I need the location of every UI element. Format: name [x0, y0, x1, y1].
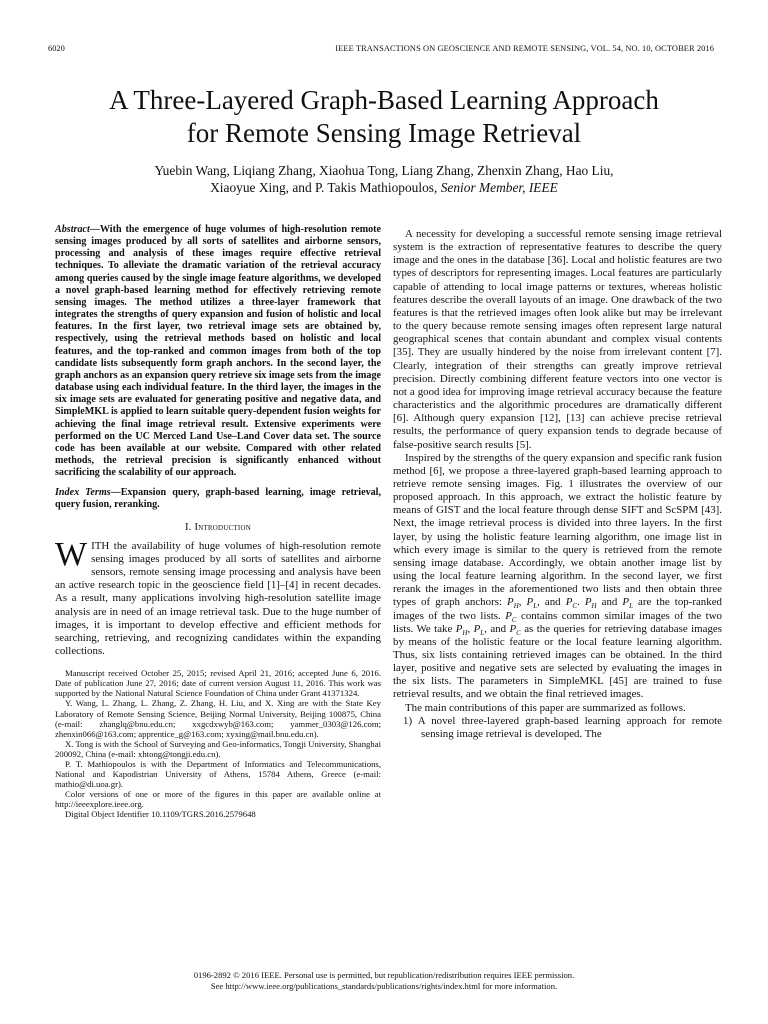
page-number: 6020: [48, 44, 65, 53]
anchor-ph-symbol: P: [507, 596, 514, 609]
anchor-pc-3-sub: C: [516, 628, 521, 637]
anchor-ph-sub: H: [513, 602, 519, 611]
sep-1: ,: [518, 596, 527, 609]
anchor-pc-3: [509, 623, 520, 635]
section-title: Introduction: [194, 521, 251, 533]
body-paragraph-2: [393, 452, 722, 702]
title-line-2: for Remote Sensing Image Retrieval: [186, 118, 582, 148]
footnote-affiliation-athens: P. T. Mathiopoulos is with the Department of Informatics and Telecommunications, National and Kapodistrian University of Athens, 15784 Athens, Greece (e-mail: mathio@di.uoa.gr).: [55, 759, 381, 790]
left-column: [55, 224, 381, 820]
index-terms-label: Index Terms: [55, 487, 111, 499]
author-membership: Senior Member, IEEE: [440, 179, 558, 195]
sep-2: , and: [537, 596, 566, 609]
anchor-pl-3-symbol: P: [473, 622, 481, 635]
footnote-affiliation-tongji: X. Tong is with the School of Surveying and Geo-informatics, Tongji University, Shanghai 200092, China (e-mail: xhtong@tongji.edu.cn).: [55, 738, 381, 759]
para2-part-b: are the top-ranked images of the two lists.: [393, 596, 722, 622]
sep-4: and: [596, 596, 623, 609]
anchor-pl-2-sub: L: [629, 602, 633, 611]
copyright-line-1: 0196-2892 © 2016 IEEE. Personal use is permitted, but republication/redistribution requires IEEE permission.: [193, 970, 575, 980]
paper-title: [40, 84, 728, 150]
anchor-pl: [526, 596, 538, 611]
anchor-pc: [565, 596, 578, 611]
copyright-notice: [40, 970, 728, 991]
anchor-pc-3-symbol: P: [509, 622, 517, 635]
anchor-ph-3-symbol: P: [455, 622, 463, 635]
footnote-affiliation-bnu: Y. Wang, L. Zhang, L. Zhang, Z. Zhang, H. Liu, and X. Xing are with the State Key Laboratory of Remote Sensing Science, Beijing Normal University, Beijing 100875, China (e-mail: zhanglq@bnu.edu.cn; xxgcdxwyb@163.com; yammer_0303@126.com; zhenxin066@163.com; apprentice_g@163.com; xyxing@mail.bnu.edu.cn).: [55, 698, 381, 739]
section-heading: [55, 521, 381, 534]
anchor-pl-2-symbol: P: [622, 596, 630, 609]
drop-cap: W: [55, 535, 88, 573]
abstract: [55, 224, 381, 479]
authors-line-1: Yuebin Wang, Liqiang Zhang, Xiaohua Tong, Liang Zhang, Zhenxin Zhang, Hao Liu,: [154, 163, 614, 178]
body-paragraph-1: A necessity for developing a successful remote sensing image retrieval system is the extraction of representative features to describe the query image and the ones in the database [36]. Local and holistic features are two types of descriptors for representing images. Local features are particularly capable of attending to local image patterns or textures, whereas holistic features describe the overall layouts of an image. One drawback of the two features is that the retrieved images often look alike but may be irrelevant to the query because remote sensing images often represent large natural geographical scenes that contain abundant and complex visual contents [35]. They are usually hindered by the noise from irrelevant content [7]. Clearly, integration of their strengths can greatly improve retrieval precision. Directly combining different feature vectors into one vector is not a good idea for improving image retrieval accuracy because the feature characteristics and the algorithmic procedures are dramatically different [6]. Although query expansion [12], [13] can achieve precise retrieval results, the performance of query expansion tends to degrade because of false-positive search results [5].: [393, 228, 722, 451]
sep-6: , and: [484, 622, 510, 635]
footnote-manuscript: Manuscript received October 25, 2015; revised April 21, 2016; accepted June 6, 2016. Date of publication June 27, 2016; date of current version August 11, 2016. This work was supported by the National Natural Science Foundation of China under Grant 41371324.: [55, 668, 381, 699]
abstract-text: —With the emergence of huge volumes of high-resolution remote sensing images produced by all sorts of satellites and airborne sensors, processing and analysis of these images require effective retrieval techniques. To alleviate the dramatic variation of the retrieval accuracy among queries caused by the single image feature algorithms, we developed a novel graph-based learning method for effectively retrieving remote sensing images. The method utilizes a three-layer framework that integrates the strengths of query expansion and fusion of holistic and local features. In the first layer, two retrieval image sets are obtained by, respectively, using the retrieval methods based on holistic and local features, and the top-ranked and common images from both of the top candidate lists subsequently form graph anchors. In the second layer, the graph anchors as an expansion query retrieve six image sets from the image database using each individual feature. In the third layer, the images in the six image sets are evaluated for generating positive and negative data, and SimpleMKL is applied to learn suitable query-dependent fusion weights for achieving the final image retrieval result. Extensive experiments were performed on the UC Merced Land Use–Land Cover data set. The source code has been available at our website. Compared with other related methods, the retrieval precision is significantly enhanced without sacrificing the scalability of our approach.: [55, 224, 381, 479]
footnote-color-versions: Color versions of one or more of the figures in this paper are available online at http://ieeexplore.ieee.org.: [55, 789, 381, 810]
anchor-pc-2-sub: C: [511, 615, 517, 624]
contribution-list-item-1: [393, 715, 722, 741]
anchor-ph-3-sub: H: [462, 628, 468, 637]
anchor-ph: [507, 596, 519, 611]
para2-part-c: contains common similar images of the two lists. We take: [393, 609, 723, 635]
list-item-text: A novel three-layered graph-based learning approach for remote sensing image retrieval is developed. The: [417, 714, 723, 740]
anchor-pl-2: [622, 596, 633, 611]
body-paragraph-3: The main contributions of this paper are summarized as follows.: [405, 701, 686, 714]
abstract-label: Abstract: [55, 224, 90, 235]
list-item-number: 1): [403, 714, 413, 727]
anchor-ph-2-symbol: P: [584, 596, 592, 609]
copyright-line-2: See http://www.ieee.org/publications_standards/publications/rights/index.html for more information.: [210, 980, 558, 991]
anchor-ph-2-sub: H: [591, 602, 597, 611]
running-head: IEEE TRANSACTIONS ON GEOSCIENCE AND REMOTE SENSING, VOL. 54, NO. 10, OCTOBER 2016: [335, 44, 714, 53]
authors-line-2: [40, 180, 728, 197]
anchor-ph-3: [456, 623, 468, 635]
sep-5: ,: [467, 622, 474, 635]
anchor-pc-sub: C: [572, 602, 578, 611]
intro-text: the availability of huge volumes of high-resolution remote sensing images produced by all sorts of satellites and airborne sensors, remote sensing image processing and analysis have been an active research topic in the geoscience field [1]–[4] in recent decades. As a result, many applications involving high-resolution satellite image analysis are in need of an image retrieval task. Due to the huge number of images, it is important to develop effective and efficient methods for searching, retrieving, and recognizing candidates within the expanding collections.: [55, 539, 381, 657]
intro-paragraph: [55, 535, 381, 658]
sep-3: .: [577, 596, 585, 609]
anchor-pc-symbol: P: [565, 596, 573, 609]
anchor-pl-symbol: P: [526, 596, 534, 609]
para2-part-d: as the queries for retrieving database images by means of the holistic feature or the local feature learning algorithm. Thus, six lists containing retrieved images can be obtained. In the third layer, positive and negative sets are selected by evaluating the images in the six lists. The parameters in SimpleMKL [45] are trained to fuse retrieval results, and we obtain the final retrieved images.: [393, 622, 722, 701]
index-terms: [55, 487, 381, 511]
anchor-pl-sub: L: [533, 602, 538, 611]
footnotes: [55, 668, 381, 819]
anchor-pl-3: [474, 623, 485, 635]
title-line-1: A Three-Layered Graph-Based Learning Approach: [109, 85, 659, 115]
anchor-ph-2: [584, 596, 597, 611]
footnote-doi: Digital Object Identifier 10.1109/TGRS.2016.2579648: [65, 809, 256, 820]
para2-part-a: Inspired by the strengths of the query expansion and specific rank fusion method [6], we propose a three-layered graph-based learning approach to retrieve remote sensing images. Fig. 1 illustrates the overview of our proposed approach. In this approach, we extract the holistic feature by means of GIST and the local feature through dense SIFT and ScSPM [43]. Next, the image retrieval process is divided into three layers. In the first layer, by using the holistic feature learning algorithm, one image list in which every image is similar to the query is retrieved from the remote sensing image database. Accordingly, we obtain another image list by using the local feature learning algorithm. In the second layer, we first rerank the images in the aforementioned two lists and then obtain three types of graph anchors:: [393, 451, 722, 609]
anchor-pl-3-sub: L: [480, 628, 485, 637]
right-column: [393, 228, 722, 741]
anchor-pc-2-symbol: P: [505, 609, 512, 622]
anchor-pc-2: [505, 610, 516, 622]
authors-line-2-names: Xiaoyue Xing, and P. Takis Mathiopoulos,: [210, 179, 438, 195]
intro-caps: ITH: [91, 539, 110, 552]
author-list: [40, 163, 728, 196]
index-terms-text: —Expansion query, graph-based learning, image retrieval, query fusion, reranking.: [55, 487, 381, 511]
section-number: I.: [185, 521, 192, 533]
